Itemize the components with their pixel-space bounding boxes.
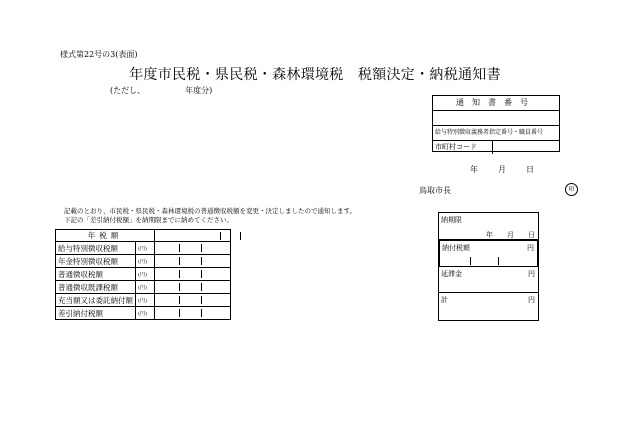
amount-cell: [155, 242, 231, 255]
table-row: [56, 242, 231, 255]
yen-unit: (円): [136, 242, 155, 255]
notice-text-2: 下記の「差引納付税額」を納期限までに納めてください。: [64, 216, 233, 224]
mayor-name: 鳥取市長: [419, 186, 451, 195]
due-date-section: [439, 213, 538, 240]
due-year: 年: [486, 231, 493, 239]
amount-cell: [155, 294, 231, 307]
yen-unit: (円): [136, 294, 155, 307]
row-label: 普通徴収税額: [56, 268, 136, 281]
form-number: 様式第22号の3(表面): [60, 50, 138, 59]
document-title: 年度市民税・県民税・森林環境税 税額決定・納税通知書: [129, 67, 501, 83]
date-day: 日: [526, 165, 534, 174]
date-year: 年: [470, 165, 478, 174]
payment-amount-section: [439, 240, 538, 267]
yen-unit: (円): [136, 268, 155, 281]
table-row: [56, 307, 231, 320]
row-label: 普通徴収既課税額: [56, 281, 136, 294]
amount-cell: [155, 281, 231, 294]
due-month: 月: [507, 231, 514, 239]
amount-cell: [155, 307, 231, 320]
due-day: 日: [528, 231, 535, 239]
table-row: [56, 268, 231, 281]
designation-number-label: 給与特別徴収義務者指定番号・職員番号: [433, 126, 559, 141]
payment-amount-label: 納付税額: [442, 244, 470, 252]
row-label: 差引納付税額: [56, 307, 136, 320]
payment-box: [438, 212, 539, 321]
yen-unit: (円): [136, 307, 155, 320]
due-date-label: 納期限: [441, 216, 462, 224]
yen-unit: (円): [136, 255, 155, 268]
table-row: [56, 281, 231, 294]
yen-unit: 円: [528, 270, 535, 278]
yen-unit: 円: [527, 244, 534, 252]
table-row: [56, 294, 231, 307]
subtitle-suffix: 年度分): [185, 86, 213, 95]
seal-icon: 印: [565, 183, 578, 196]
total-section: [439, 293, 538, 320]
due-date-value: [486, 230, 535, 240]
date-month: 月: [498, 165, 506, 174]
row-label: 給与特別徴収税額: [56, 242, 136, 255]
subtitle: [110, 85, 212, 96]
municipality-code-row: [433, 141, 559, 154]
tax-amount-table: [55, 229, 231, 320]
table-row: [56, 255, 231, 268]
row-label: 充当額又は委託納付額: [56, 294, 136, 307]
municipality-code-label: 市町村コード: [433, 141, 493, 154]
notice-number-field: [433, 111, 559, 126]
digit-tick: [498, 257, 499, 265]
late-fee-label: 延滞金: [441, 270, 462, 278]
table-header-row: [56, 230, 231, 242]
late-fee-section: [439, 267, 538, 293]
digit-tick: [470, 257, 471, 265]
amount-cell: [155, 255, 231, 268]
notice-text-1: 記載のとおり、市民税・県民税・森林環境税の普通徴収税額を変更・決定しましたので通知します。: [64, 207, 356, 215]
notice-number-header: 通知書番号: [433, 96, 559, 111]
subtitle-prefix: (ただし、: [110, 86, 146, 95]
issue-date: [470, 164, 534, 175]
total-label: 計: [441, 296, 448, 304]
row-label: 年金特別徴収税額: [56, 255, 136, 268]
amount-cell: [155, 268, 231, 281]
yen-unit: 円: [528, 296, 535, 304]
yen-unit: (円): [136, 281, 155, 294]
annual-tax-header: 年税額: [56, 230, 155, 242]
header-amount-cell: [155, 230, 231, 242]
notice-number-box: [432, 95, 560, 152]
